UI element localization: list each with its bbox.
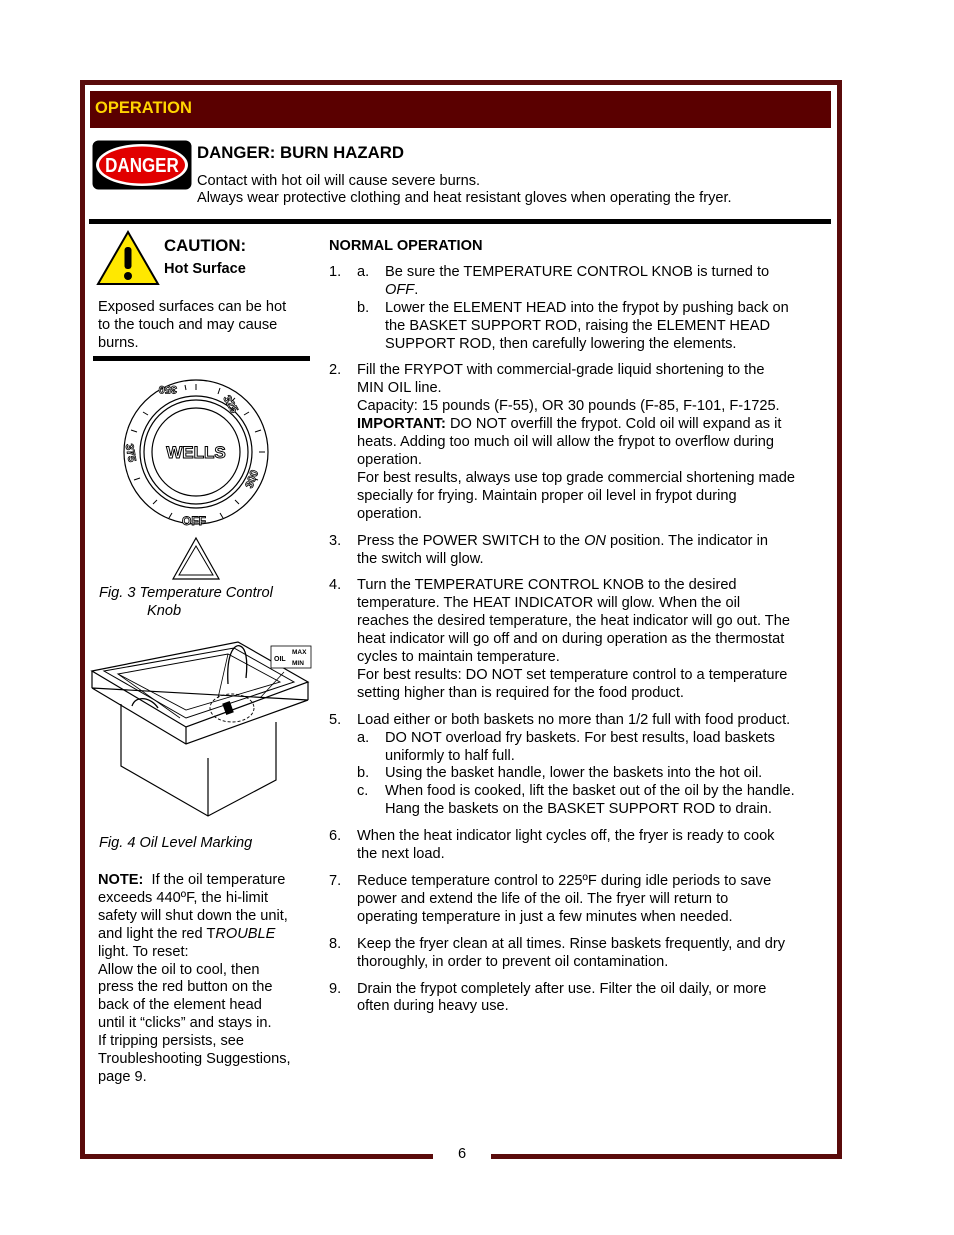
step-7 bbox=[329, 873, 829, 927]
step-line: heats. Adding too much oil will allow the frypot to overflow during bbox=[357, 434, 774, 451]
step-line: DO NOT overfill the frypot. Cold oil will expand as it bbox=[445, 416, 782, 433]
step-6 bbox=[329, 828, 829, 864]
substep-letter: a. bbox=[357, 263, 370, 280]
step-line: cycles to maintain temperature. bbox=[357, 649, 560, 666]
important-label: IMPORTANT: bbox=[357, 416, 446, 433]
step-2 bbox=[329, 362, 829, 523]
step-line: operation. bbox=[357, 505, 422, 522]
step-line: temperature. The HEAT INDICATOR will glow. When the oil bbox=[357, 595, 741, 612]
step-line: the switch will glow. bbox=[357, 550, 484, 567]
step-line: Drain the frypot completely after use. Filter the oil daily, or more bbox=[357, 980, 767, 997]
note-block bbox=[98, 872, 310, 1087]
danger-sign-icon bbox=[92, 140, 192, 190]
step-1 bbox=[329, 264, 829, 354]
note-line: safety will shut down the unit, bbox=[98, 907, 288, 924]
step-line: Reduce temperature control to 225ºF during idle periods to save bbox=[357, 873, 772, 889]
step-number: 4. bbox=[329, 577, 342, 594]
step-line: thoroughly, in order to prevent oil contamination. bbox=[357, 953, 669, 970]
step-8 bbox=[329, 936, 829, 972]
page-number: 6 bbox=[457, 1146, 467, 1162]
danger-text-line-2: Always wear protective clothing and heat resistant gloves when operating the fryer. bbox=[197, 190, 732, 206]
step-line: Load either or both baskets no more than 1/2 full with food product. bbox=[357, 711, 791, 728]
note-line: back of the element head bbox=[98, 997, 262, 1014]
step-9 bbox=[329, 981, 829, 1017]
danger-text-line-1: Contact with hot oil will cause severe burns. bbox=[197, 173, 481, 189]
note-line: press the red button on the bbox=[98, 979, 273, 996]
knob-off-text: OFF bbox=[182, 514, 206, 528]
step-line: setting higher than is required for the food product. bbox=[357, 684, 684, 701]
normal-operation-heading: NORMAL OPERATION bbox=[329, 238, 483, 254]
step-line: Turn the TEMPERATURE CONTROL KNOB to the desired bbox=[357, 577, 737, 594]
note-line: If tripping persists, see bbox=[98, 1033, 245, 1050]
danger-sign-text: DANGER bbox=[105, 153, 179, 177]
note-line: Troubleshooting Suggestions, bbox=[98, 1051, 291, 1068]
figure-3-caption-line-1: Fig. 3 Temperature Control bbox=[99, 585, 273, 601]
danger-divider bbox=[89, 219, 831, 224]
oil-min-text: MIN bbox=[292, 660, 304, 667]
step-line: often during heavy use. bbox=[357, 998, 509, 1015]
knob-label-300: 300 bbox=[243, 468, 262, 490]
temperature-knob-illustration bbox=[115, 372, 277, 582]
step-line: For best results, always use top grade commercial shortening made bbox=[357, 469, 796, 486]
step-line: Be sure the TEMPERATURE CONTROL KNOB is turned to bbox=[385, 263, 770, 280]
step-line: reaches the desired temperature, the heat indicator will go out. The bbox=[357, 613, 790, 630]
step-line: DO NOT overload fry baskets. For best results, load baskets bbox=[385, 729, 775, 746]
step-line: Keep the fryer clean at all times. Rinse baskets frequently, and dry bbox=[357, 935, 786, 952]
substep-letter: c. bbox=[357, 783, 369, 800]
figure-4-caption: Fig. 4 Oil Level Marking bbox=[99, 835, 253, 851]
substep-letter: b. bbox=[357, 765, 370, 782]
knob-label-375: 375 bbox=[122, 442, 138, 464]
step-5 bbox=[329, 712, 829, 819]
step-line: Press the POWER SWITCH to the bbox=[357, 532, 585, 549]
step-number: 7. bbox=[329, 873, 342, 889]
note-trouble-text: ROUBLE bbox=[215, 925, 276, 942]
section-title: OPERATION bbox=[95, 99, 192, 117]
step-number: 6. bbox=[329, 828, 342, 845]
step-line: Using the basket handle, lower the baskets into the hot oil. bbox=[385, 765, 763, 782]
step-line: uniformly to half full. bbox=[385, 747, 515, 764]
step-line: . bbox=[414, 281, 419, 298]
substep-letter: b. bbox=[357, 299, 370, 316]
note-line: light. To reset: bbox=[98, 943, 189, 960]
note-label: NOTE: bbox=[98, 872, 144, 888]
caution-body-line: to the touch and may cause bbox=[98, 316, 278, 333]
note-line: page 9. bbox=[98, 1068, 147, 1085]
note-line: and light the red T bbox=[98, 925, 216, 942]
step-line: operating temperature in just a few minutes when needed. bbox=[357, 908, 733, 925]
on-text: ON bbox=[584, 532, 606, 549]
caution-heading: CAUTION: bbox=[164, 236, 247, 255]
step-3 bbox=[329, 533, 829, 569]
step-number: 9. bbox=[329, 980, 342, 997]
step-number: 1. bbox=[329, 263, 342, 280]
knob-brand-text: WELLS bbox=[166, 443, 226, 462]
step-line: power and extend the life of the oil. The fryer will return to bbox=[357, 890, 729, 907]
step-number: 3. bbox=[329, 532, 342, 549]
danger-heading: DANGER: BURN HAZARD bbox=[197, 143, 404, 162]
off-text: OFF bbox=[385, 281, 415, 298]
note-line: until it “clicks” and stays in. bbox=[98, 1015, 272, 1032]
frypot-oil-level-illustration bbox=[88, 638, 313, 823]
step-line: MIN OIL line. bbox=[357, 380, 442, 397]
step-line: Fill the FRYPOT with commercial-grade liquid shortening to the bbox=[357, 362, 765, 379]
caution-warning-icon bbox=[96, 230, 160, 286]
step-line: SUPPORT ROD, then carefully lowering the elements. bbox=[385, 335, 737, 352]
step-number: 5. bbox=[329, 711, 342, 728]
note-line: Allow the oil to cool, then bbox=[98, 961, 260, 978]
step-number: 8. bbox=[329, 935, 342, 952]
step-line: the next load. bbox=[357, 846, 445, 863]
step-line: Lower the ELEMENT HEAD into the frypot by pushing back on bbox=[385, 299, 789, 316]
step-line: the BASKET SUPPORT ROD, raising the ELEMENT HEAD bbox=[385, 317, 770, 334]
caution-divider bbox=[93, 356, 310, 361]
oil-max-text: MAX bbox=[292, 649, 307, 656]
step-line: When food is cooked, lift the basket out of the oil by the handle. bbox=[385, 783, 795, 800]
step-4 bbox=[329, 577, 829, 702]
caution-body bbox=[98, 299, 308, 353]
oil-label-text: OIL bbox=[274, 656, 286, 663]
normal-operation-section bbox=[329, 238, 829, 1025]
step-line: specially for frying. Maintain proper oil level in frypot during bbox=[357, 487, 737, 504]
note-line: exceeds 440ºF, the hi-limit bbox=[98, 889, 268, 906]
section-header-bar bbox=[90, 91, 831, 128]
step-line: Hang the baskets on the BASKET SUPPORT ROD to drain. bbox=[385, 801, 772, 818]
caution-body-line: Exposed surfaces can be hot bbox=[98, 299, 287, 315]
step-line: When the heat indicator light cycles off, the fryer is ready to cook bbox=[357, 828, 775, 845]
substep-letter: a. bbox=[357, 729, 370, 746]
step-line: heat indicator will go off and on during operation as the thermostat bbox=[357, 631, 785, 648]
figure-3-caption-line-2: Knob bbox=[147, 603, 182, 619]
step-number: 2. bbox=[329, 362, 342, 379]
step-line: Capacity: 15 pounds (F-55), OR 30 pounds (F-85, F-101, F-1725. bbox=[357, 398, 780, 415]
knob-label-350: 350 bbox=[158, 383, 177, 395]
knob-label-325: 325 bbox=[220, 393, 241, 416]
step-line: position. The indicator in bbox=[605, 532, 768, 549]
step-line: operation. bbox=[357, 451, 422, 468]
note-line: If the oil temperature bbox=[151, 872, 286, 888]
caution-subheading: Hot Surface bbox=[164, 261, 246, 277]
step-line: For best results: DO NOT set temperature control to a temperature bbox=[357, 666, 788, 683]
caution-body-line: burns. bbox=[98, 334, 139, 351]
